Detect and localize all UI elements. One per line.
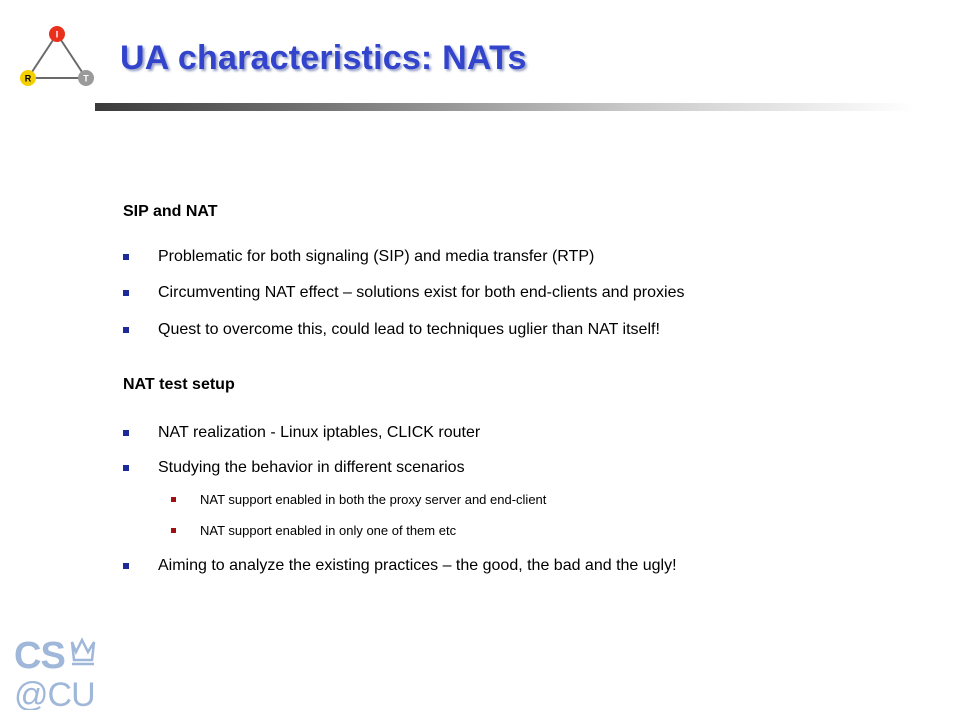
subbullet-text: NAT support enabled in both the proxy server and end-client [200,492,547,507]
bullet-text: Studying the behavior in different scenarios [158,459,465,476]
slide-title: UA characteristics: NATs [120,39,527,77]
cs-at-cu-logo [12,630,112,710]
subbullet-text: NAT support enabled in only one of them etc [200,523,457,538]
logo-letter-i: I [55,29,59,40]
bullet-marker [123,290,129,296]
bullet-marker [123,327,129,333]
bullet-text: Problematic for both signaling (SIP) and media transfer (RTP) [158,248,595,265]
cscu-line1: CS [14,635,65,677]
section-heading-nat-test-setup: NAT test setup [123,376,235,393]
logo-letter-r: R [24,73,32,84]
bullet-marker [123,430,129,436]
subbullet-marker [171,497,176,502]
bullet-text: Quest to overcome this, could lead to techniques uglier than NAT itself! [158,321,660,338]
bullet-text: Aiming to analyze the existing practices – the good, the bad and the ugly! [158,557,677,574]
bullet-marker [123,563,129,569]
section-heading-sip-nat: SIP and NAT [123,203,218,220]
subbullet-marker [171,528,176,533]
cscu-line2: @CU [14,676,95,710]
crown-icon [72,640,94,664]
bullet-text: NAT realization - Linux iptables, CLICK router [158,424,481,441]
bullet-text: Circumventing NAT effect – solutions exist for both end-clients and proxies [158,284,685,301]
bullet-marker [123,254,129,260]
bullet-marker [123,465,129,471]
logo-letter-t: T [83,73,89,84]
